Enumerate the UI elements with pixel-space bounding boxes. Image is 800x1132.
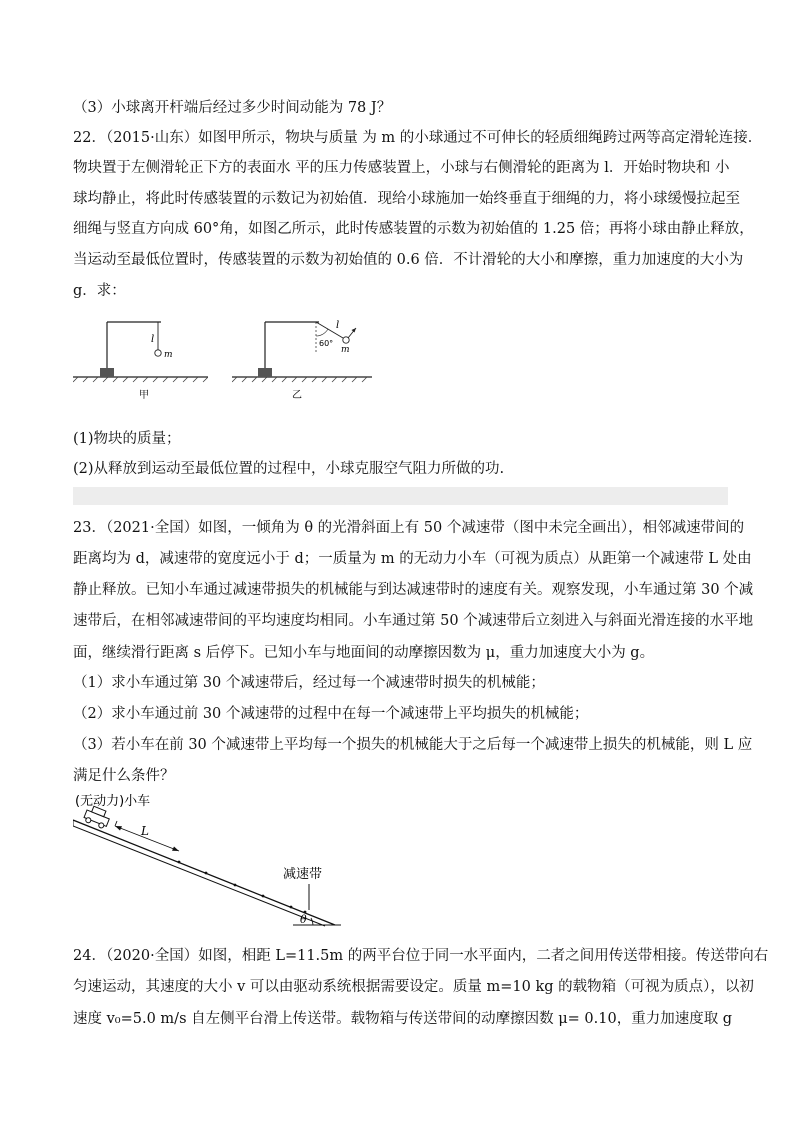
- fig23-belt-label: 减速带: [283, 867, 323, 882]
- section-divider: [73, 487, 728, 505]
- line-q22-sub1: (1)物块的质量；: [73, 431, 181, 447]
- line-q23-1: 23．（2021·全国）如图，一倾角为 θ 的光滑斜面上有 50 个减速带（图中未完全画出），相邻减速带间的: [73, 520, 745, 536]
- fig22-yi-angle: 60°: [319, 339, 334, 348]
- line-q24-1: 24．（2020·全国）如图，相距 L=11.5m 的两平台位于同一水平面内，二者之间用传送带相接。传送带向右: [73, 948, 769, 964]
- fig23-L-label: L: [141, 824, 149, 838]
- fig22-yi-caption: 乙: [292, 390, 302, 401]
- line-q23-sub3: （3）若小车在前 30 个减速带上平均每一个损失的机械能大于之后每一个减速带上损失的机械能，则 L 应: [73, 737, 753, 753]
- line-q23-sub1: （1）求小车通过第 30 个减速带后，经过每一个减速带时损失的机械能；: [73, 675, 545, 691]
- fig22-yi-m: m: [341, 345, 350, 355]
- fig22-yi-l: l: [336, 320, 340, 331]
- line-q23-sub3b: 满足什么条件？: [73, 768, 175, 784]
- line-q24-3: 速度 v₀=5.0 m/s 自左侧平台滑上传送带。载物箱与传送带间的动摩擦因数 μ= 0.10，重力加速度取 g: [73, 1011, 733, 1027]
- line-q23-sub2: （2）求小车通过前 30 个减速带的过程中在每一个减速带上平均损失的机械能；: [73, 706, 589, 722]
- line-q22-5: 当运动至最低位置时，传感装置的示数为初始值的 0.6 倍．不计滑轮的大小和摩擦，重力加速度的大小为: [73, 252, 744, 268]
- line-q22-sub2: (2)从释放到运动至最低位置的过程中，小球克服空气阻力所做的功.: [73, 461, 505, 477]
- fig23-car-label: (无动力)小车: [75, 794, 151, 809]
- line-q22-3: 球均静止，将此时传感装置的示数记为初始值．现给小球施加一始终垂直于细绳的力，将小球缓慢拉起至: [73, 191, 740, 207]
- line-q23-5: 面，继续滑行距离 s 后停下。已知小车与地面间的动摩擦因数为 μ，重力加速度大小为 g。: [73, 645, 655, 661]
- line-q22-4: 细绳与竖直方向成 60°角，如图乙所示，此时传感装置的示数为初始值的 1.25 倍；再将小球由静止释放，: [73, 221, 754, 237]
- line-q21-3: （3）小球离开杆端后经过多少时间动能为 78 J？: [73, 100, 392, 116]
- line-q22-2: 物块置于左侧滑轮正下方的表面水 平的压力传感装置上，小球与右侧滑轮的距离为 l．开始时物块和 小: [73, 160, 730, 176]
- line-q23-4: 速带后，在相邻减速带间的平均速度均相同。小车通过第 50 个减速带后立刻进入与斜面光滑连接的水平地: [73, 613, 754, 629]
- fig23-theta-label: θ: [300, 913, 307, 926]
- figure-22-jia: [73, 316, 208, 406]
- line-q24-2: 匀速运动，其速度的大小 v 可以由驱动系统根据需要设定。质量 m=10 kg 的载物箱（可视为质点），以初: [73, 979, 754, 995]
- line-q22-1: 22．（2015·山东）如图甲所示，物块与质量 为 m 的小球通过不可伸长的轻质细绳跨过两等高定滑轮连接．: [73, 130, 763, 146]
- figure-22-yi: [232, 316, 372, 406]
- line-q22-6: g．求：: [73, 283, 126, 299]
- fig22-jia-m: m: [164, 350, 173, 360]
- line-q23-3: 静止释放。已知小车通过减速带损失的机械能与到达减速带时的速度有关。观察发现，小车通过第 30 个减: [73, 582, 754, 598]
- figure-23-incline: [73, 790, 373, 930]
- fig22-jia-caption: 甲: [139, 390, 149, 401]
- line-q23-2: 距离均为 d，减速带的宽度远小于 d；一质量为 m 的无动力小车（可视为质点）从距第一个减速带 L 处由: [73, 551, 752, 567]
- fig22-jia-l: l: [151, 334, 155, 345]
